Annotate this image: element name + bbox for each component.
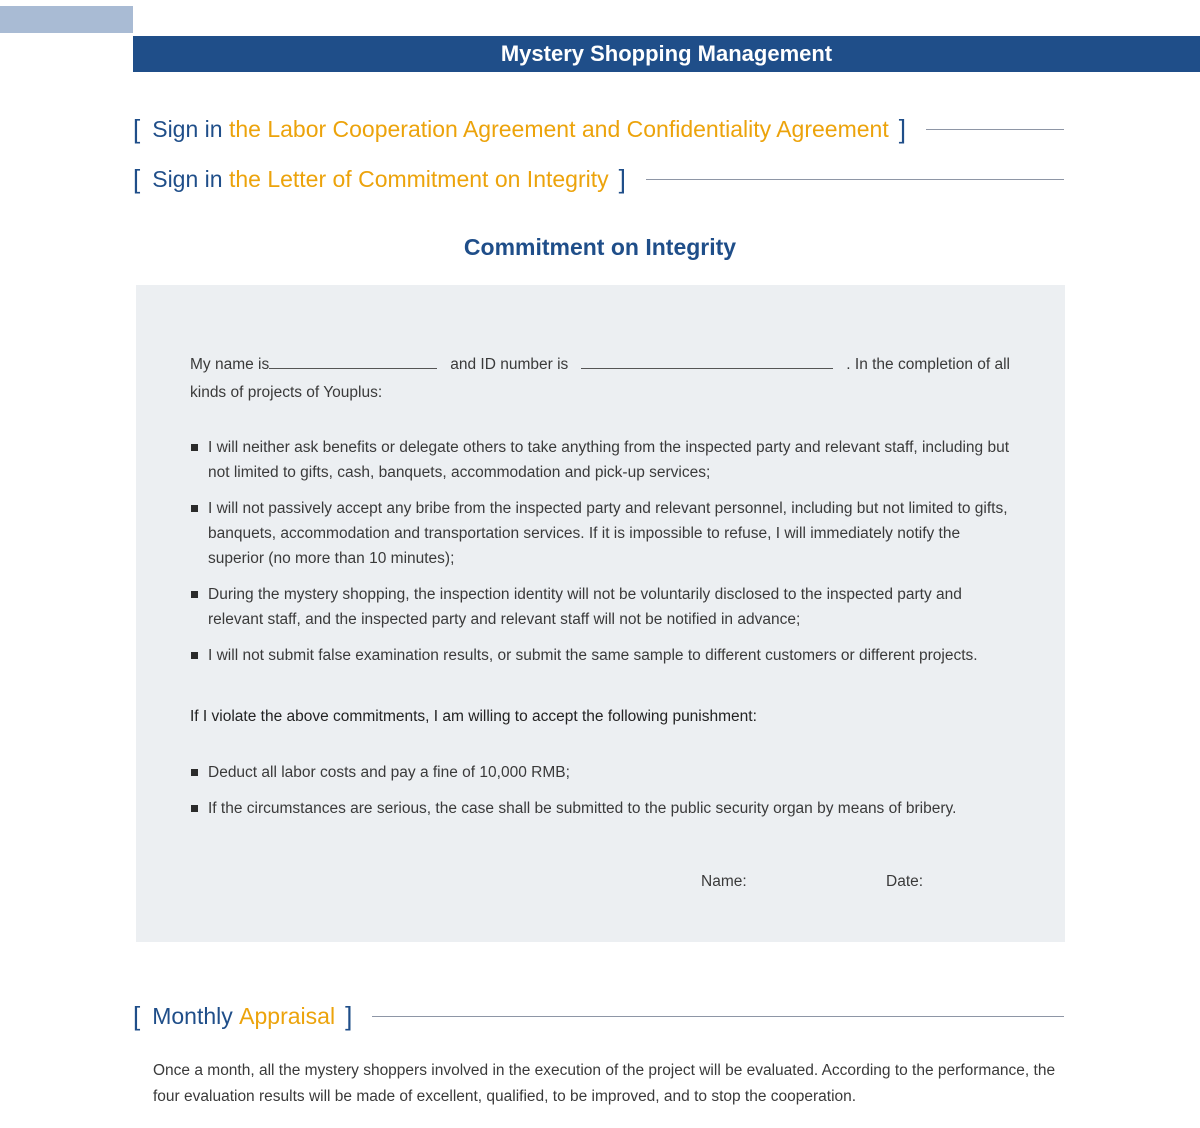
corner-tab	[0, 6, 133, 33]
bullet-icon	[191, 505, 198, 512]
commitment-title: Commitment on Integrity	[463, 234, 737, 260]
bracket-open: [	[133, 1001, 141, 1031]
bullet-icon	[191, 591, 198, 598]
section-heading-labor-agreement	[133, 114, 1064, 145]
divider-line	[646, 179, 1064, 180]
bullet-icon	[191, 769, 198, 776]
divider-line	[926, 129, 1064, 130]
intro-line-2: kinds of projects of Youplus:	[190, 384, 383, 401]
monthly-appraisal-text: Once a month, all the mystery shoppers involved in the execution of the project will be evaluated. According to the performance, the four evaluation results will be made of excellent, qualified, to be improved, and to stop the cooperation.	[153, 1062, 1056, 1105]
heading-highlight: the Labor Cooperation Agreement and Confidentiality Agreement	[228, 116, 889, 142]
commitment-list	[190, 435, 1010, 679]
id-label: and ID number is	[450, 356, 569, 373]
name-blank	[269, 350, 437, 369]
heading-prefix: Sign in	[152, 166, 223, 192]
bracket-close: ]	[345, 1001, 353, 1031]
heading-prefix: Monthly	[152, 1003, 233, 1029]
name-label: My name is	[190, 356, 270, 373]
punishment-intro: If I violate the above commitments, I am willing to accept the following punishment:	[190, 708, 757, 725]
id-blank	[581, 350, 833, 369]
list-item: I will not passively accept any bribe from the inspected party and relevant personnel, including but not limited to gifts, banquets, accommodation and transportation services. If it is impossible to refuse, I will immediately notify the superior (no more than 10 minutes);	[190, 496, 1010, 571]
bracket-open: [	[133, 114, 141, 144]
list-item: I will not submit false examination results, or submit the same sample to different customers or different projects.	[190, 643, 1010, 668]
section-heading-monthly-appraisal	[133, 1001, 1064, 1032]
signature-name-label: Name:	[701, 873, 747, 890]
bullet-icon	[191, 652, 198, 659]
divider-line	[372, 1016, 1064, 1017]
list-item: If the circumstances are serious, the case shall be submitted to the public security organ by means of bribery.	[190, 796, 1010, 821]
list-item: Deduct all labor costs and pay a fine of 10,000 RMB;	[190, 760, 1010, 785]
heading-highlight: the Letter of Commitment on Integrity	[228, 166, 609, 192]
commitment-panel	[136, 285, 1065, 942]
intro-tail: . In the completion of all	[846, 356, 1010, 373]
bracket-close: ]	[898, 114, 906, 144]
page-title: Mystery Shopping Management	[133, 36, 1200, 72]
bracket-close: ]	[618, 164, 626, 194]
heading-prefix: Sign in	[152, 116, 223, 142]
bullet-icon	[191, 805, 198, 812]
punishment-list	[190, 760, 1010, 832]
section-heading-integrity-letter	[133, 164, 1064, 195]
bullet-icon	[191, 444, 198, 451]
list-item: During the mystery shopping, the inspection identity will not be voluntarily disclosed to the inspected party and relevant staff, and the inspected party and relevant staff will not be notified in advance;	[190, 582, 1010, 632]
commitment-intro	[190, 350, 1010, 407]
list-item: I will neither ask benefits or delegate others to take anything from the inspected party and relevant staff, including but not limited to gifts, cash, banquets, accommodation and pick-up services;	[190, 435, 1010, 485]
heading-highlight: Appraisal	[239, 1003, 336, 1029]
bracket-open: [	[133, 164, 141, 194]
signature-date-label: Date:	[886, 873, 924, 890]
